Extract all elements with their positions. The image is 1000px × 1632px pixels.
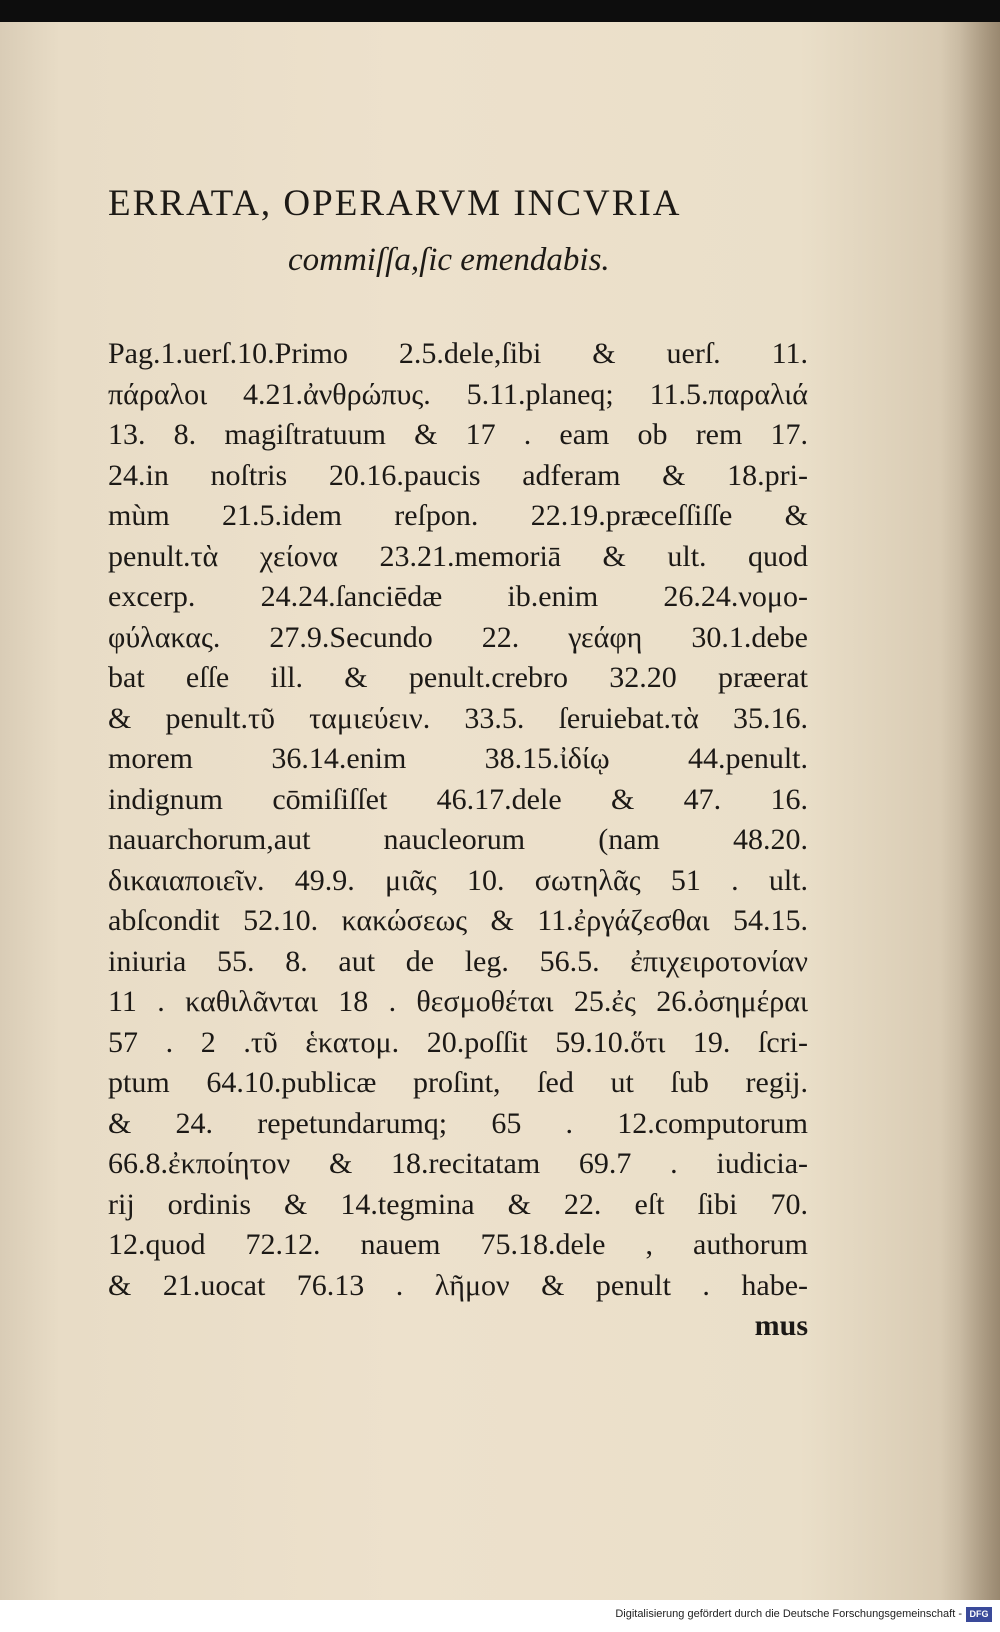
errata-line: 24.in noſtris 20.16.paucis adferam & 18.pri- xyxy=(108,458,808,492)
errata-line: abſcondit 52.10. κακώσεως & 11.ἐργάζεσθαι 54.15. xyxy=(108,904,808,937)
errata-line: 12.quod 72.12. nauem 75.18.dele , authorum xyxy=(108,1228,808,1261)
errata-line: nauarchorum,aut naucleorum (nam 48.20. xyxy=(108,823,808,856)
errata-line: 13. 8. magiſtratuum & 17 . eam ob rem 17. xyxy=(108,418,808,451)
errata-line: & 24. repetundarumq; 65 . 12.computorum xyxy=(108,1106,808,1140)
errata-line: ptum 64.10.publicæ proſint, ſed ut ſub regij. xyxy=(108,1066,808,1099)
errata-line: 11 . καθιλᾶνται 18 . θεσμοθέται 25.ἐς 26.ὀσημέραι xyxy=(108,985,808,1018)
errata-line: & 21.uocat 76.13 . λῆμον & penult . habe- xyxy=(108,1268,808,1302)
errata-subheading: commiſſa,ſic emendabis. xyxy=(288,242,610,278)
funding-notice: Digitalisierung gefördert durch die Deutsche Forschungsgemeinschaft - xyxy=(615,1608,962,1620)
errata-line: 66.8.ἐκποίητον & 18.recitatam 69.7 . iudicia- xyxy=(108,1147,808,1180)
errata-line: morem 36.14.enim 38.15.ἰδίῳ 44.penult. xyxy=(108,742,808,775)
errata-line: iniuria 55. 8. aut de leg. 56.5. ἐπιχειροτονίαν xyxy=(108,944,808,978)
errata-line: penult.τὰ χείονα 23.21.memoriā & ult. quod xyxy=(108,539,808,573)
errata-line: rij ordinis & 14.tegmina & 22. eſt ſibi 70. xyxy=(108,1187,808,1221)
errata-line: φύλακας. 27.9.Secundo 22. γεάφη 30.1.debe xyxy=(108,620,808,654)
errata-line: mus xyxy=(754,1309,808,1342)
errata-line: 57 . 2 .τῦ ἑκατομ. 20.poſſit 59.10.ὅτι 19. ſcri- xyxy=(108,1025,808,1059)
errata-line: Pag.1.uerſ.10.Primo 2.5.dele,ſibi & uerſ. 11. xyxy=(108,337,808,370)
errata-line: indignum cōmiſiſſet 46.17.dele & 47. 16. xyxy=(108,782,808,816)
errata-line: δικαιαποιεῖν. 49.9. μιᾶς 10. σωτηλᾶς 51 . ult. xyxy=(108,863,808,897)
errata-line: mùm 21.5.idem reſpon. 22.19.præceſſiſſe & xyxy=(108,499,808,532)
dfg-logo: DFG xyxy=(966,1607,992,1622)
errata-line: & penult.τῦ ταμιεύειν. 33.5. ſeruiebat.τὰ 35.16. xyxy=(108,701,808,735)
footer-bar xyxy=(0,1600,1000,1632)
errata-heading: ERRATA, OPERARVM INCVRIA xyxy=(108,183,682,224)
errata-line: excerp. 24.24.ſanciēdæ ib.enim 26.24.νομο- xyxy=(108,580,808,613)
scanned-page xyxy=(0,22,1000,1600)
errata-line: πάραλοι 4.21.ἀνθρώπυς. 5.11.planeq; 11.5.παραλιά xyxy=(108,377,808,411)
errata-text-block xyxy=(108,334,808,1347)
errata-line: bat eſſe ill. & penult.crebro 32.20 præerat xyxy=(108,661,808,694)
